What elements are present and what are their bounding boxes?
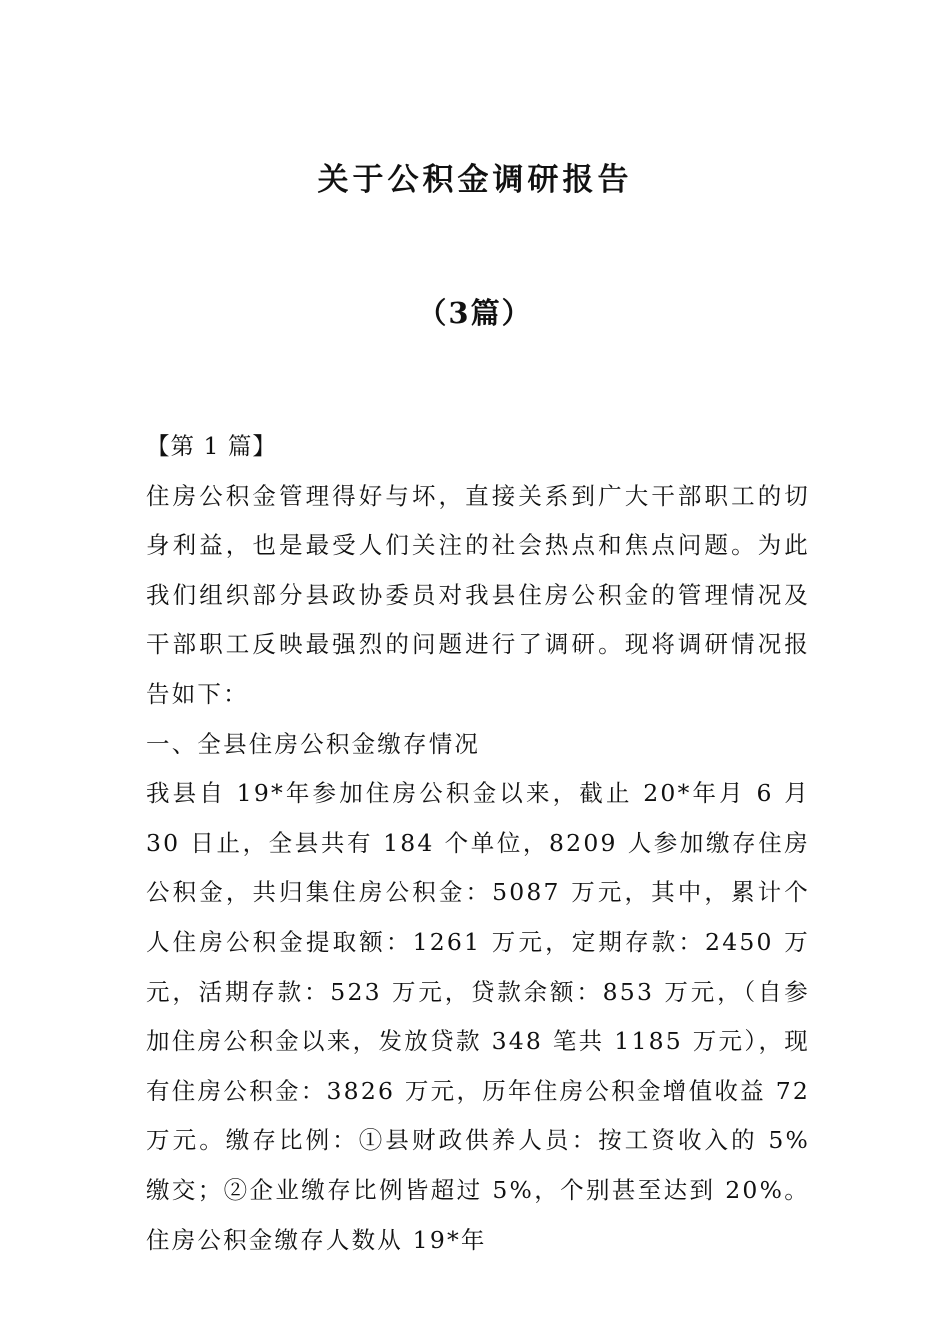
document-subtitle: （3篇） [417, 296, 533, 330]
section-heading: 一、全县住房公积金缴存情况 [146, 729, 481, 758]
document-title: 关于公积金调研报告 [317, 162, 633, 198]
section-marker: 【第 1 篇】 [146, 432, 277, 460]
paragraph-details: 我县自 19*年参加住房公积金以来，截止 20*年月 6 月 30 日止，全县共有 184 个单位，8209 人参加缴存住房公积金，共归集住房公积金：5087 万元，其中，累计个人住房公积金提取额：1261 万元，定期存款：2450 万元，活期存款：523 万元，贷款余额：853 万元，（自参加住房公积金以来，发放贷款 348 笔共 1185 万元），现有住房公积金：3826 万元，历年住房公积金增值收益 72 万元。缴存比例：①县财政供养人员：按工资收入的 5%缴交；②企业缴存比例皆超过 5%，个别甚至达到 20%。住房公积金缴存人数从 19*年 [146, 779, 810, 1254]
paragraph-intro: 住房公积金管理得好与坏，直接关系到广大干部职工的切身利益，也是最受人们关注的社会热点和焦点问题。为此我们组织部分县政协委员对我县住房公积金的管理情况及干部职工反映最强烈的问题进行了调研。现将调研情况报告如下： [146, 481, 810, 708]
document-body [146, 422, 810, 1265]
